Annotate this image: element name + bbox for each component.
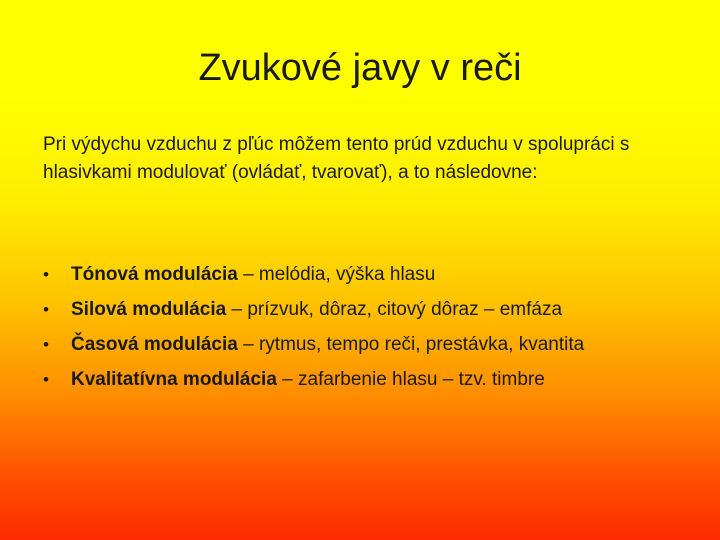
bullet-item-tonova	[43, 257, 703, 292]
slide-title: Zvukové javy v reči	[198, 47, 522, 89]
bullet-dot-icon: •	[43, 265, 49, 284]
bullet-term: Silová modulácia	[71, 299, 227, 320]
bullet-dot-icon: •	[43, 300, 49, 319]
bullet-item-silova	[43, 292, 703, 327]
bullet-description: – prízvuk, dôraz, citový dôraz – emfáza	[226, 299, 563, 320]
bullet-item-kvalitativna	[43, 362, 703, 397]
intro-paragraph: Pri výdychu vzduchu z pľúc môžem tento prúd vzduchu v spolupráci s hlasivkami modulovať (ovládať, tvarovať), a to následovne:	[43, 134, 630, 183]
bullet-dot-icon: •	[43, 335, 49, 354]
bullet-term: Kvalitatívna modulácia	[71, 369, 277, 390]
bullet-description: – rytmus, tempo reči, prestávka, kvantita	[237, 334, 585, 355]
bullet-description: – melódia, výška hlasu	[237, 264, 436, 285]
bullet-list	[43, 257, 703, 397]
bullet-item-casova	[43, 327, 703, 362]
bullet-term: Tónová modulácia	[71, 264, 238, 285]
bullet-term: Časová modulácia	[71, 334, 238, 355]
bullet-description: – zafarbenie hlasu – tzv. timbre	[276, 369, 545, 390]
bullet-dot-icon: •	[43, 370, 49, 389]
